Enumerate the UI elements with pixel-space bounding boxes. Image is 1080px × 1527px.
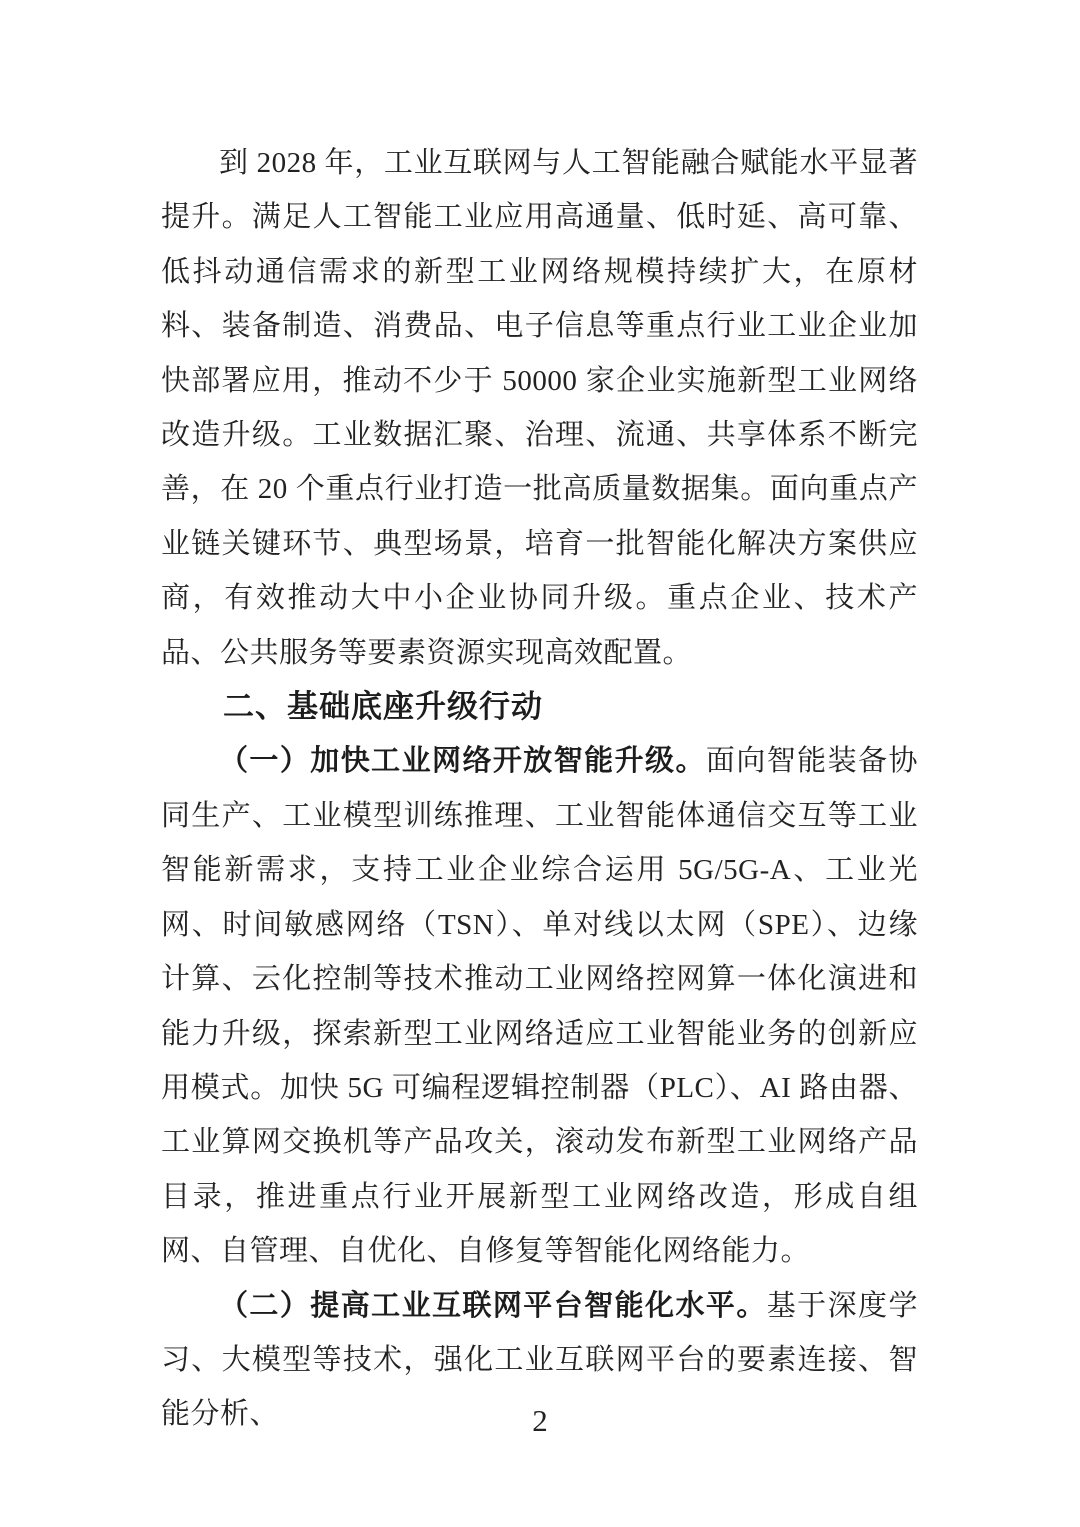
paragraph-2028-goals: 到 2028 年，工业互联网与人工智能融合赋能水平显著提升。满足人工智能工业应用高通量、低时延、高可靠、低抖动通信需求的新型工业网络规模持续扩大，在原材料、装备制造、消费品、电子信息等重点行业工业企业加快部署应用，推动不少于 50000 家企业实施新型工业网络改造升级。工业数据汇聚、治理、流通、共享体系不断完善，在 20 个重点行业打造一批高质量数据集。面向重点产业链关键环节、典型场景，培育一批智能化解决方案供应商，有效推动大中小企业协同升级。重点企业、技术产品、公共服务等要素资源实现高效配置。 — [161, 147, 918, 669]
paragraph-action-1 — [161, 734, 918, 1278]
paragraph-action-2-text: 基于深度学习、大模型等技术，强化工业互联网平台的要素连接、智能分析、 — [161, 1289, 918, 1431]
paragraph-action-1-lead: （一）加快工业网络开放智能升级。 — [219, 745, 706, 778]
section-heading-foundation-upgrade: 二、基础底座升级行动 — [223, 689, 543, 725]
paragraph-action-1-text: 面向智能装备协同生产、工业模型训练推理、工业智能体通信交互等工业智能新需求，支持工业企业综合运用 5G/5G-A、工业光网、时间敏感网络（TSN）、单对线以太网（SPE）、边缘计算、云化控制等技术推动工业网络控网算一体化演进和能力升级，探索新型工业网络适应工业智能业务的创新应用模式。加快 5G 可编程逻辑控制器（PLC）、AI 路由器、工业算网交换机等产品攻关，滚动发布新型工业网络产品目录，推进重点行业开展新型工业网络改造，形成自组网、自管理、自优化、自修复等智能化网络能力。 — [161, 745, 918, 1268]
paragraph-action-2-lead: （二）提高工业互联网平台智能化水平。 — [219, 1289, 767, 1322]
document-body — [161, 136, 918, 1442]
page-number: 2 — [532, 1403, 548, 1438]
